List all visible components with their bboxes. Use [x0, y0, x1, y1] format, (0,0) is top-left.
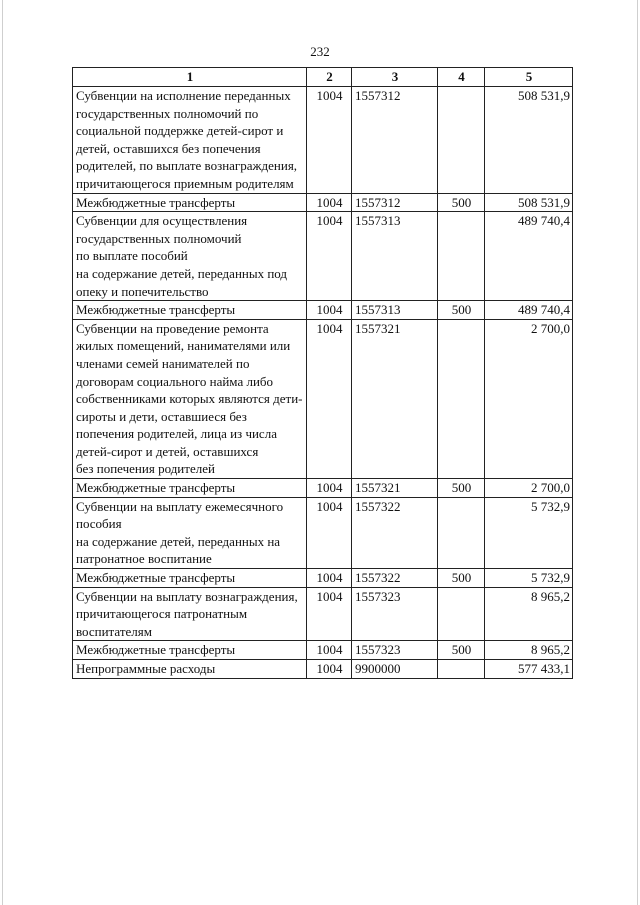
table-row [73, 497, 573, 568]
row-section-code: 1004 [307, 641, 352, 660]
row-name: Межбюджетные трансферты [73, 569, 307, 588]
row-section-code: 1004 [307, 87, 352, 194]
table-row [73, 301, 573, 320]
row-name: Субвенции на выплату вознаграждения, причитающегося патронатным воспитателям [73, 587, 307, 641]
budget-table [72, 67, 573, 679]
row-expense-type: 500 [438, 641, 485, 660]
row-section-code: 1004 [307, 479, 352, 498]
row-amount: 5 732,9 [485, 497, 573, 568]
row-target-article: 1557323 [352, 587, 438, 641]
row-target-article: 1557312 [352, 87, 438, 194]
row-expense-type [438, 497, 485, 568]
row-target-article: 1557322 [352, 497, 438, 568]
row-section-code: 1004 [307, 301, 352, 320]
row-name: Непрограммные расходы [73, 660, 307, 679]
row-expense-type [438, 660, 485, 679]
row-target-article: 1557321 [352, 479, 438, 498]
row-expense-type [438, 319, 485, 478]
table-row [73, 319, 573, 478]
table-row [73, 212, 573, 301]
row-name: Субвенции для осуществления государственных полномочий по выплате пособий на содержание детей, переданных под опеку и попечительство [73, 212, 307, 301]
row-target-article: 1557323 [352, 641, 438, 660]
row-amount: 5 732,9 [485, 569, 573, 588]
row-section-code: 1004 [307, 193, 352, 212]
row-name: Межбюджетные трансферты [73, 193, 307, 212]
row-name: Межбюджетные трансферты [73, 479, 307, 498]
header-col-4: 4 [438, 68, 485, 87]
row-expense-type: 500 [438, 193, 485, 212]
row-section-code: 1004 [307, 497, 352, 568]
table-row [73, 641, 573, 660]
row-name: Межбюджетные трансферты [73, 301, 307, 320]
row-name: Субвенции на исполнение переданных государственных полномочий по социальной поддержке детей-сирот и детей, оставшихся без попечения родителей, по выплате вознаграждения, причитающегося приемным родителям [73, 87, 307, 194]
row-amount: 8 965,2 [485, 641, 573, 660]
row-expense-type: 500 [438, 569, 485, 588]
row-name: Субвенции на проведение ремонта жилых помещений, нанимателями или членами семей нанимателей по договорам социального найма либо собственниками которых являются дети-сироты и дети, оставшиеся без попечения родителей, лица из числа детей-сирот и детей, оставшихся без попечения родителей [73, 319, 307, 478]
table-row [73, 193, 573, 212]
row-amount: 8 965,2 [485, 587, 573, 641]
row-section-code: 1004 [307, 319, 352, 478]
row-expense-type [438, 212, 485, 301]
header-col-1: 1 [73, 68, 307, 87]
table-header-row [73, 68, 573, 87]
row-name: Субвенции на выплату ежемесячного пособия на содержание детей, переданных на патронатное воспитание [73, 497, 307, 568]
row-amount: 2 700,0 [485, 319, 573, 478]
row-section-code: 1004 [307, 212, 352, 301]
header-col-2: 2 [307, 68, 352, 87]
row-amount: 489 740,4 [485, 301, 573, 320]
row-amount: 508 531,9 [485, 193, 573, 212]
header-col-3: 3 [352, 68, 438, 87]
row-amount: 577 433,1 [485, 660, 573, 679]
row-expense-type [438, 587, 485, 641]
row-section-code: 1004 [307, 569, 352, 588]
row-amount: 489 740,4 [485, 212, 573, 301]
table-row [73, 87, 573, 194]
row-target-article: 1557321 [352, 319, 438, 478]
table-body [73, 87, 573, 679]
table-row [73, 479, 573, 498]
row-target-article: 1557313 [352, 212, 438, 301]
header-col-5: 5 [485, 68, 573, 87]
row-expense-type [438, 87, 485, 194]
row-name: Межбюджетные трансферты [73, 641, 307, 660]
table-row [73, 587, 573, 641]
row-target-article: 1557313 [352, 301, 438, 320]
row-amount: 2 700,0 [485, 479, 573, 498]
row-section-code: 1004 [307, 587, 352, 641]
row-target-article: 1557312 [352, 193, 438, 212]
row-expense-type: 500 [438, 301, 485, 320]
row-target-article: 9900000 [352, 660, 438, 679]
row-target-article: 1557322 [352, 569, 438, 588]
row-expense-type: 500 [438, 479, 485, 498]
page-number: 232 [310, 44, 330, 59]
scan-edge-right [637, 0, 638, 905]
scan-edge-left [2, 0, 3, 905]
table-row [73, 569, 573, 588]
table-row [73, 660, 573, 679]
row-section-code: 1004 [307, 660, 352, 679]
row-amount: 508 531,9 [485, 87, 573, 194]
